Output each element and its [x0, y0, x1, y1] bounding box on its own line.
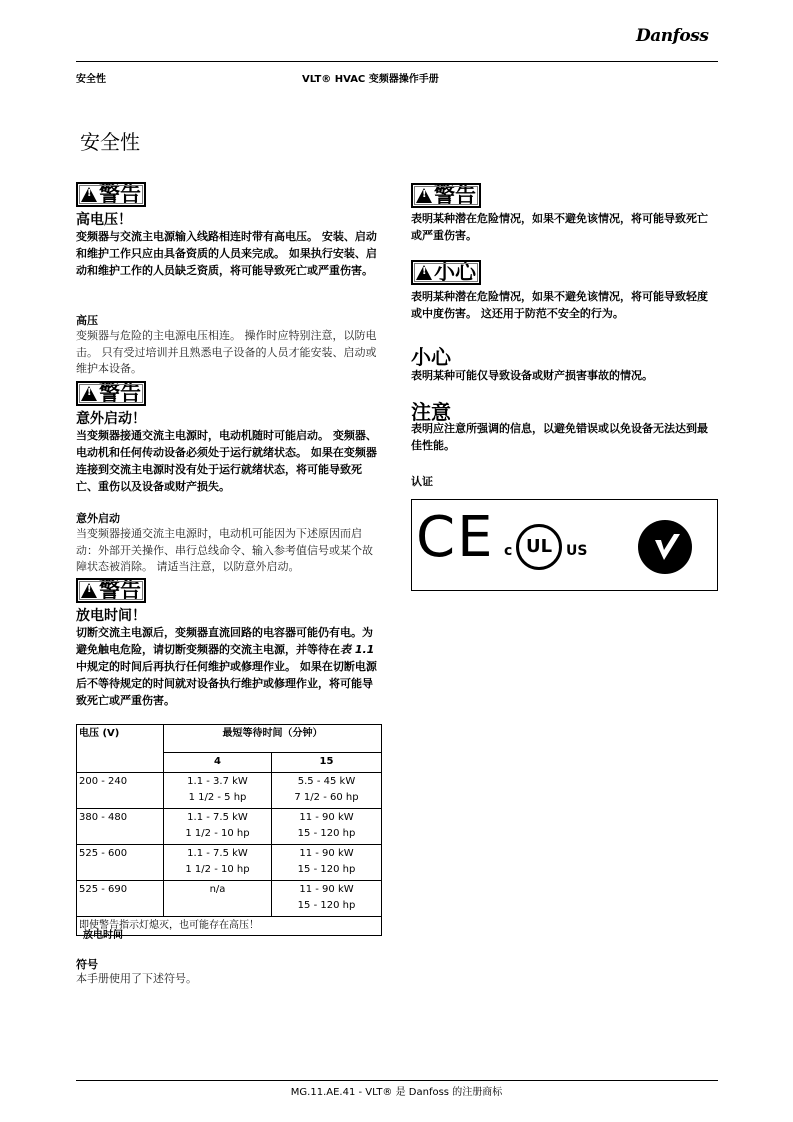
heading: 小心 [411, 345, 451, 369]
cell: 525 - 600 [77, 844, 164, 880]
header-manual-title: VLT® HVAC 变频器操作手册 [302, 74, 439, 85]
heading: 高压 [76, 314, 98, 327]
footer-rule [76, 1080, 718, 1081]
heading: 注意 [411, 400, 451, 424]
paragraph [76, 624, 382, 709]
table-row [77, 808, 382, 844]
cell: 5.5 - 45 kW 7 1/2 - 60 hp [272, 772, 382, 808]
warning-badge [76, 381, 146, 406]
ce-mark-icon: CE [416, 505, 495, 570]
discharge-time-table [76, 724, 382, 936]
footer: MG.11.AE.41 - VLT® 是 Danfoss 的注册商标 [290, 1087, 503, 1098]
table-row [77, 772, 382, 808]
certification-box [411, 499, 718, 591]
badge-label: 警告 [434, 183, 476, 207]
cell: 1.1 - 7.5 kW 1 1/2 - 10 hp [164, 808, 272, 844]
danfoss-logo: Danfoss [636, 26, 709, 46]
badge-label: 小心 [434, 260, 476, 284]
warning-triangle-icon [416, 265, 432, 280]
cell: 525 - 690 [77, 880, 164, 916]
badge-label: 警告 [99, 182, 141, 206]
warning-triangle-icon [416, 188, 432, 203]
header-15: 15 [272, 753, 382, 773]
header-4: 4 [164, 753, 272, 773]
cell: 1.1 - 3.7 kW 1 1/2 - 5 hp [164, 772, 272, 808]
paragraph: 表明某种潜在危险情况，如果不避免该情况，将可能导致轻度或中度伤害。 这还用于防范不安全的行为。 [411, 290, 708, 320]
paragraph: 变频器与交流主电源输入线路相连时带有高电压。 安装、启动和维护工作只应由具备资质的人员来完成。 如果执行安装、启动和维护工作的人员缺乏资质，将可能导致死亡或严重伤害。 [76, 230, 377, 277]
table-row [77, 880, 382, 916]
header-section: 安全性 [76, 74, 106, 85]
paragraph: 变频器与危险的主电源电压相连。 操作时应特别注意，以防电击。 只有受过培训并且熟悉电子设备的人员才能安装、启动或维护本设备。 [76, 329, 377, 375]
table-caption: 放电时间 [83, 930, 123, 941]
text: 切断交流主电源后，变频器直流回路的电容器可能仍有电。为避免触电危险，请切断变频器的交流主电源，并等待在 [76, 626, 373, 656]
cell: 11 - 90 kW 15 - 120 hp [272, 880, 382, 916]
paragraph: 本手册使用了下述符号。 [76, 972, 197, 985]
c-tick-mark-icon [638, 520, 692, 574]
cell: n/a [164, 880, 272, 916]
cell: 11 - 90 kW 15 - 120 hp [272, 808, 382, 844]
header-rule [76, 61, 718, 62]
header-wait: 最短等待时间（分钟） [164, 725, 382, 753]
warning-triangle-icon [81, 386, 97, 401]
cell: 200 - 240 [77, 772, 164, 808]
ul-mark-icon: UL [516, 524, 562, 570]
table-footnote: 即使警告指示灯熄灭，也可能存在高压！ [77, 916, 382, 936]
heading: 放电时间！ [76, 608, 146, 624]
heading: 认证 [411, 475, 433, 488]
table-reference-link[interactable]: 表 1.1 [340, 643, 375, 656]
cell: 1.1 - 7.5 kW 1 1/2 - 10 hp [164, 844, 272, 880]
warning-triangle-icon [81, 187, 97, 202]
paragraph: 表明应注意所强调的信息，以避免错误或以免设备无法达到最佳性能。 [411, 422, 708, 452]
ul-c-label: c [504, 543, 513, 559]
warning-triangle-icon [81, 583, 97, 598]
warning-badge [411, 183, 481, 208]
paragraph: 表明某种可能仅导致设备或财产损害事故的情况。 [411, 369, 653, 382]
header-voltage: 电压 (V) [77, 725, 164, 773]
text: 中规定的时间后再执行任何维护或修理作业。 如果在切断电源后不等待规定的时间就对设备执行维护或修理作业，将可能导致死亡或严重伤害。 [76, 660, 377, 707]
heading: 意外启动 [76, 512, 120, 525]
warning-badge [76, 182, 146, 207]
table-row [77, 844, 382, 880]
paragraph: 表明某种潜在危险情况，如果不避免该情况，将可能导致死亡或严重伤害。 [411, 212, 708, 242]
badge-label: 警告 [99, 381, 141, 405]
paragraph: 当变频器接通交流主电源时，电动机可能因为下述原因而启动：外部开关操作、串行总线命令、输入参考值信号或某个故障状态被消除。 请适当注意，以防意外启动。 [76, 527, 373, 573]
warning-badge [76, 578, 146, 603]
heading: 高电压！ [76, 212, 132, 228]
page-title: 安全性 [80, 130, 140, 154]
heading: 意外启动！ [76, 411, 146, 427]
ul-us-label: US [566, 543, 588, 559]
badge-label: 警告 [99, 578, 141, 602]
caution-badge [411, 260, 481, 285]
cell: 11 - 90 kW 15 - 120 hp [272, 844, 382, 880]
cell: 380 - 480 [77, 808, 164, 844]
heading: 符号 [76, 958, 98, 971]
paragraph: 当变频器接通交流主电源时，电动机随时可能启动。 变频器、电动机和任何传动设备必须处于运行就绪状态。 如果在变频器连接到交流主电源时没有处于运行就绪状态，将可能导致死亡、重伤以及设备或财产损失。 [76, 429, 377, 493]
